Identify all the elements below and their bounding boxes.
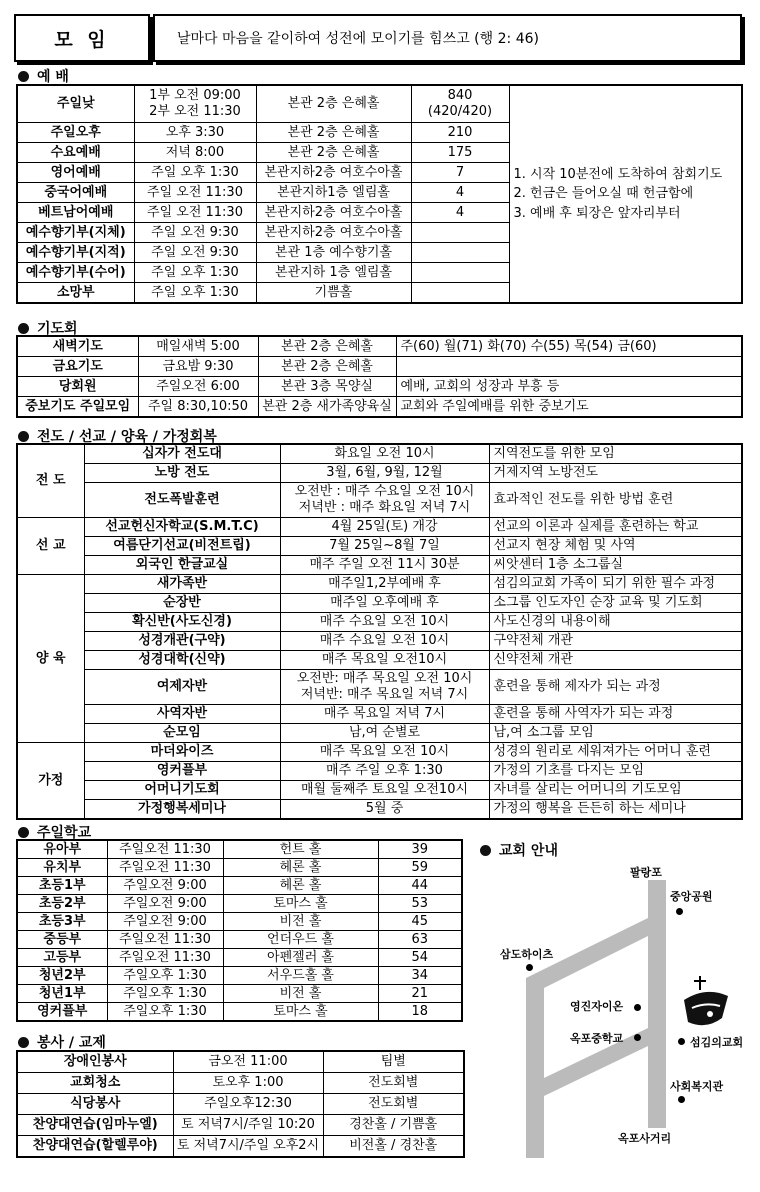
evangelism-name: 확신반(사도신경) xyxy=(84,613,280,632)
table-row xyxy=(17,800,742,820)
worship-time: 오후 3:30 xyxy=(134,123,256,143)
ss-time: 주일오전 9:00 xyxy=(107,877,223,895)
ss-count: 34 xyxy=(378,967,462,985)
table-row xyxy=(17,336,742,357)
prayer-name: 당회원 xyxy=(17,377,138,397)
worship-time: 주일 오후 1:30 xyxy=(134,263,256,283)
table-row xyxy=(17,632,742,651)
evangelism-name: 노방 전도 xyxy=(84,464,280,483)
ss-count: 59 xyxy=(378,859,462,877)
ss-place: 아펜젤러 홀 xyxy=(223,949,378,967)
evangelism-name: 여름단기선교(비전트립) xyxy=(84,537,280,556)
map-label-welfare: 사회복지관 xyxy=(670,1080,724,1093)
map-label-church: 섬김의교회 xyxy=(690,1036,744,1049)
prayer-place: 본관 2층 은혜홀 xyxy=(258,357,396,377)
ss-count: 45 xyxy=(378,913,462,931)
worship-name: 중국어예배 xyxy=(17,183,134,203)
ss-time: 주일오전 9:00 xyxy=(107,895,223,913)
worship-name: 소망부 xyxy=(17,283,134,304)
evangelism-time: 오전반 : 매주 수요일 오전 10시 저녁반 : 매주 화요일 저녁 7시 xyxy=(280,483,489,518)
table-row xyxy=(17,483,742,518)
section-map: 교회 안내 xyxy=(480,840,558,860)
section-evangelism: 전도 / 선교 / 양육 / 가정회복 xyxy=(18,426,217,446)
table-row xyxy=(17,613,742,632)
worship-name: 주일낮 xyxy=(17,85,134,123)
worship-table xyxy=(16,84,743,304)
worship-time: 주일 오전 9:30 xyxy=(134,243,256,263)
service-group: 경찬홀 / 기쁨홀 xyxy=(323,1115,464,1136)
map-label-mokpo-school: 옥포중학교 xyxy=(570,1032,624,1045)
ss-count: 54 xyxy=(378,949,462,967)
ss-name: 영커플부 xyxy=(17,1003,107,1022)
evangelism-name: 성경개관(구약) xyxy=(84,632,280,651)
map-marker xyxy=(676,908,683,915)
evangelism-time: 화요일 오전 10시 xyxy=(280,444,489,464)
ss-time: 주일오전 9:00 xyxy=(107,913,223,931)
ss-place: 토마스 홀 xyxy=(223,1003,378,1022)
worship-place: 본관 2층 은혜홀 xyxy=(256,143,411,163)
evangelism-desc: 씨앗센터 1층 소그룹실 xyxy=(489,556,742,575)
evangelism-name: 전도폭발훈련 xyxy=(84,483,280,518)
prayer-time: 금요밤 9:30 xyxy=(138,357,258,377)
evangelism-desc: 구약전체 개관 xyxy=(489,632,742,651)
section-prayer: 기도회 xyxy=(18,318,78,338)
table-row xyxy=(17,949,462,967)
evangelism-name: 마더와이즈 xyxy=(84,743,280,762)
prayer-note: 교회와 주일예배를 위한 중보기도 xyxy=(396,397,742,418)
evangelism-name: 영커플부 xyxy=(84,762,280,781)
table-row xyxy=(17,1136,464,1158)
service-group: 전도회별 xyxy=(323,1094,464,1115)
service-time: 토 저녁7시/주일 10:20 xyxy=(173,1115,323,1136)
table-row xyxy=(17,705,742,724)
table-row xyxy=(17,1051,464,1073)
worship-count: 210 xyxy=(411,123,509,143)
worship-count: 175 xyxy=(411,143,509,163)
evangelism-category: 전 도 xyxy=(17,444,84,518)
worship-place: 본관 1층 예수향기홀 xyxy=(256,243,411,263)
worship-time: 1부 오전 09:00 2부 오전 11:30 xyxy=(134,85,256,123)
evangelism-desc: 소그룹 인도자인 순장 교육 및 기도회 xyxy=(489,594,742,613)
ss-place: 비전 홀 xyxy=(223,985,378,1003)
worship-time: 저녁 8:00 xyxy=(134,143,256,163)
worship-place: 본관지하2층 여호수아홀 xyxy=(256,163,411,183)
evangelism-desc: 선교지 현장 체험 및 사역 xyxy=(489,537,742,556)
section-worship: 예 배 xyxy=(18,66,69,86)
table-row xyxy=(17,1003,462,1022)
ss-place: 헤론 홀 xyxy=(223,859,378,877)
evangelism-name: 외국인 한글교실 xyxy=(84,556,280,575)
section-sunday-school: 주일학교 xyxy=(18,822,91,842)
ss-name: 중등부 xyxy=(17,931,107,949)
ss-count: 63 xyxy=(378,931,462,949)
worship-time: 주일 오전 11:30 xyxy=(134,183,256,203)
table-row xyxy=(17,377,742,397)
prayer-name: 금요기도 xyxy=(17,357,138,377)
evangelism-name: 십자가 전도대 xyxy=(84,444,280,464)
evangelism-time: 매주 주일 오전 11시 30분 xyxy=(280,556,489,575)
service-group: 전도회별 xyxy=(323,1073,464,1094)
ss-place: 헤론 홀 xyxy=(223,877,378,895)
service-name: 장애인봉사 xyxy=(17,1051,173,1073)
ss-name: 초등2부 xyxy=(17,895,107,913)
ss-place: 토마스 홀 xyxy=(223,895,378,913)
service-group: 비전홀 / 경찬홀 xyxy=(323,1136,464,1158)
table-row xyxy=(17,1094,464,1115)
worship-time: 주일 오후 1:30 xyxy=(134,163,256,183)
evangelism-time: 매주 주일 오후 1:30 xyxy=(280,762,489,781)
table-row xyxy=(17,877,462,895)
table-row xyxy=(17,724,742,743)
worship-note: 3. 예배 후 퇴장은 앞자리부터 xyxy=(513,205,681,221)
evangelism-desc: 자녀를 살리는 어머니의 기도모임 xyxy=(489,781,742,800)
prayer-time: 주일 8:30,10:50 xyxy=(138,397,258,418)
table-row xyxy=(17,743,742,762)
evangelism-name: 여제자반 xyxy=(84,670,280,705)
prayer-place: 본관 2층 은혜홀 xyxy=(258,336,396,357)
evangelism-name: 사역자반 xyxy=(84,705,280,724)
map-marker xyxy=(634,1034,641,1041)
table-row xyxy=(17,357,742,377)
prayer-name: 새벽기도 xyxy=(17,336,138,357)
table-row xyxy=(17,985,462,1003)
evangelism-category: 가정 xyxy=(17,743,84,820)
worship-note: 1. 시작 10분전에 도착하여 참회기도 xyxy=(513,166,723,182)
evangelism-name: 성경대학(신약) xyxy=(84,651,280,670)
bullet-icon xyxy=(480,845,491,856)
worship-count: 4 xyxy=(411,183,509,203)
evangelism-time: 3월, 6월, 9월, 12월 xyxy=(280,464,489,483)
service-time: 토 저녁7시/주일 오후2시 xyxy=(173,1136,323,1158)
prayer-name: 중보기도 주일모임 xyxy=(17,397,138,418)
ss-name: 유치부 xyxy=(17,859,107,877)
worship-name: 영어예배 xyxy=(17,163,134,183)
evangelism-time: 매주 목요일 오전10시 xyxy=(280,651,489,670)
table-row xyxy=(17,913,462,931)
evangelism-category: 선 교 xyxy=(17,518,84,575)
table-row xyxy=(17,967,462,985)
table-row xyxy=(17,931,462,949)
worship-place: 기쁨홀 xyxy=(256,283,411,304)
prayer-note: 예배, 교회의 성장과 부흥 등 xyxy=(396,377,742,397)
table-row xyxy=(17,859,462,877)
evangelism-desc: 가정의 기초를 다지는 모임 xyxy=(489,762,742,781)
worship-place: 본관 2층 은혜홀 xyxy=(256,123,411,143)
bullet-icon xyxy=(18,431,29,442)
table-row xyxy=(17,594,742,613)
prayer-note xyxy=(396,357,742,377)
evangelism-desc: 훈련을 통해 사역자가 되는 과정 xyxy=(489,705,742,724)
worship-name: 예수향기부(지적) xyxy=(17,243,134,263)
worship-name: 예수향기부(수어) xyxy=(17,263,134,283)
evangelism-desc: 효과적인 전도를 위한 방법 훈련 xyxy=(489,483,742,518)
evangelism-name: 순모임 xyxy=(84,724,280,743)
ss-name: 초등1부 xyxy=(17,877,107,895)
prayer-table xyxy=(16,335,743,418)
worship-name: 주일오후 xyxy=(17,123,134,143)
map-marker xyxy=(634,1004,641,1011)
service-name: 찬양대연습(할렐루야) xyxy=(17,1136,173,1158)
evangelism-time: 매주 수요일 오전 10시 xyxy=(280,632,489,651)
worship-time: 주일 오전 9:30 xyxy=(134,223,256,243)
ss-time: 주일오전 11:30 xyxy=(107,931,223,949)
worship-time: 주일 오후 1:30 xyxy=(134,283,256,304)
table-row xyxy=(17,651,742,670)
ss-place: 서우드홀 홀 xyxy=(223,967,378,985)
worship-count xyxy=(411,263,509,283)
evangelism-desc: 가정의 행복을 든든히 하는 세미나 xyxy=(489,800,742,820)
ss-name: 청년1부 xyxy=(17,985,107,1003)
worship-count: 7 xyxy=(411,163,509,183)
map-marker xyxy=(526,964,533,971)
ss-count: 21 xyxy=(378,985,462,1003)
ss-count: 39 xyxy=(378,840,462,859)
evangelism-name: 가정행복세미나 xyxy=(84,800,280,820)
evangelism-time: 남,여 순별로 xyxy=(280,724,489,743)
page-title: 모 임 xyxy=(54,28,110,51)
service-name: 식당봉사 xyxy=(17,1094,173,1115)
ss-count: 53 xyxy=(378,895,462,913)
map-label-north: 팔랑포 xyxy=(630,866,662,879)
evangelism-desc: 섬김의교회 가족이 되기 위한 필수 과정 xyxy=(489,575,742,594)
worship-place: 본관지하1층 엘림홀 xyxy=(256,183,411,203)
prayer-place: 본관 2층 새가족양육실 xyxy=(258,397,396,418)
service-time: 토오후 1:00 xyxy=(173,1073,323,1094)
evangelism-time: 매주 목요일 오전 10시 xyxy=(280,743,489,762)
prayer-note: 주(60) 월(71) 화(70) 수(55) 목(54) 금(60) xyxy=(396,336,742,357)
worship-count xyxy=(411,243,509,263)
table-row xyxy=(17,444,742,464)
ss-time: 주일오후 1:30 xyxy=(107,985,223,1003)
worship-name: 수요예배 xyxy=(17,143,134,163)
service-time: 주일오후12:30 xyxy=(173,1094,323,1115)
evangelism-table xyxy=(16,443,743,820)
evangelism-desc: 성경의 원리로 세워져가는 어머니 훈련 xyxy=(489,743,742,762)
ss-place: 언더우드 홀 xyxy=(223,931,378,949)
bullet-icon xyxy=(18,323,29,334)
evangelism-time: 7월 25일~8월 7일 xyxy=(280,537,489,556)
table-row xyxy=(17,518,742,537)
evangelism-desc: 사도신경의 내용이해 xyxy=(489,613,742,632)
table-row xyxy=(17,1115,464,1136)
evangelism-desc: 거제지역 노방전도 xyxy=(489,464,742,483)
map-label-park: 중앙공원 xyxy=(670,890,713,903)
evangelism-desc: 지역전도를 위한 모임 xyxy=(489,444,742,464)
map-label-intersection: 옥포사거리 xyxy=(618,1132,672,1145)
worship-time: 주일 오전 11:30 xyxy=(134,203,256,223)
bullet-icon xyxy=(18,1037,29,1048)
worship-count: 4 xyxy=(411,203,509,223)
ss-count: 44 xyxy=(378,877,462,895)
evangelism-category: 양 육 xyxy=(17,575,84,743)
table-row xyxy=(17,575,742,594)
map-label-samdo: 삼도하이츠 xyxy=(500,948,554,961)
map-marker xyxy=(678,1096,685,1103)
map-label-yeongjin: 영진자이온 xyxy=(570,1000,624,1013)
table-row xyxy=(17,1073,464,1094)
table-row xyxy=(17,85,742,123)
evangelism-time: 오전반: 매주 목요일 오전 10시 저녁반: 매주 목요일 저녁 7시 xyxy=(280,670,489,705)
worship-place: 본관지하2층 여호수아홀 xyxy=(256,203,411,223)
ss-time: 주일오전 11:30 xyxy=(107,840,223,859)
worship-name: 예수향기부(지체) xyxy=(17,223,134,243)
service-time: 금오전 11:00 xyxy=(173,1051,323,1073)
table-row xyxy=(17,781,742,800)
ss-name: 고등부 xyxy=(17,949,107,967)
worship-place: 본관 2층 은혜홀 xyxy=(256,85,411,123)
section-service: 봉사 / 교제 xyxy=(18,1032,106,1052)
evangelism-time: 매월 둘째주 토요일 오전10시 xyxy=(280,781,489,800)
table-row xyxy=(17,840,462,859)
sunday-school-table xyxy=(16,839,463,1022)
ss-time: 주일오후 1:30 xyxy=(107,967,223,985)
church-map xyxy=(470,858,760,1168)
church-logo-icon xyxy=(678,974,734,1034)
evangelism-time: 4월 25일(토) 개강 xyxy=(280,518,489,537)
prayer-time: 주일오전 6:00 xyxy=(138,377,258,397)
evangelism-time: 매주일 오후예배 후 xyxy=(280,594,489,613)
evangelism-name: 새가족반 xyxy=(84,575,280,594)
bullet-icon xyxy=(18,71,29,82)
table-row xyxy=(17,895,462,913)
service-group: 팀별 xyxy=(323,1051,464,1073)
worship-count: 840 (420/420) xyxy=(411,85,509,123)
table-row xyxy=(17,670,742,705)
service-name: 교회청소 xyxy=(17,1073,173,1094)
evangelism-desc: 선교의 이론과 실제를 훈련하는 학교 xyxy=(489,518,742,537)
ss-count: 18 xyxy=(378,1003,462,1022)
worship-count xyxy=(411,223,509,243)
evangelism-time: 매주 목요일 저녁 7시 xyxy=(280,705,489,724)
ss-time: 주일오전 11:30 xyxy=(107,949,223,967)
ss-place: 비전 홀 xyxy=(223,913,378,931)
prayer-time: 매일새벽 5:00 xyxy=(138,336,258,357)
evangelism-desc: 남,여 소그룹 모임 xyxy=(489,724,742,743)
ss-time: 주일오전 11:30 xyxy=(107,859,223,877)
header-verse-box xyxy=(153,14,742,62)
service-name: 찬양대연습(임마누엘) xyxy=(17,1115,173,1136)
ss-name: 초등3부 xyxy=(17,913,107,931)
table-row xyxy=(17,397,742,418)
map-marker xyxy=(678,1038,685,1045)
worship-place: 본관지하2층 여호수아홀 xyxy=(256,223,411,243)
table-row xyxy=(17,537,742,556)
ss-place: 헌트 홀 xyxy=(223,840,378,859)
worship-name: 베트남어예배 xyxy=(17,203,134,223)
evangelism-desc: 신약전체 개관 xyxy=(489,651,742,670)
worship-notes xyxy=(509,85,742,303)
evangelism-name: 선교헌신자학교(S.M.T.C) xyxy=(84,518,280,537)
worship-place: 본관지하 1층 엘림홀 xyxy=(256,263,411,283)
evangelism-time: 매주 수요일 오전 10시 xyxy=(280,613,489,632)
ss-name: 청년2부 xyxy=(17,967,107,985)
ss-name: 유아부 xyxy=(17,840,107,859)
evangelism-time: 매주일1,2부예배 후 xyxy=(280,575,489,594)
header-title-box xyxy=(14,14,150,62)
header-verse: 날마다 마음을 같이하여 성전에 모이기를 힘쓰고 (행 2: 46) xyxy=(177,31,539,47)
table-row xyxy=(17,556,742,575)
bullet-icon xyxy=(18,827,29,838)
evangelism-name: 어머니기도회 xyxy=(84,781,280,800)
service-table xyxy=(16,1050,465,1158)
table-row xyxy=(17,464,742,483)
table-row xyxy=(17,762,742,781)
worship-note: 2. 헌금은 들어오실 때 헌금함에 xyxy=(513,186,694,202)
worship-count xyxy=(411,283,509,304)
evangelism-time: 5월 중 xyxy=(280,800,489,820)
evangelism-name: 순장반 xyxy=(84,594,280,613)
prayer-place: 본관 3층 목양실 xyxy=(258,377,396,397)
ss-time: 주일오후 1:30 xyxy=(107,1003,223,1022)
evangelism-desc: 훈련을 통해 제자가 되는 과정 xyxy=(489,670,742,705)
